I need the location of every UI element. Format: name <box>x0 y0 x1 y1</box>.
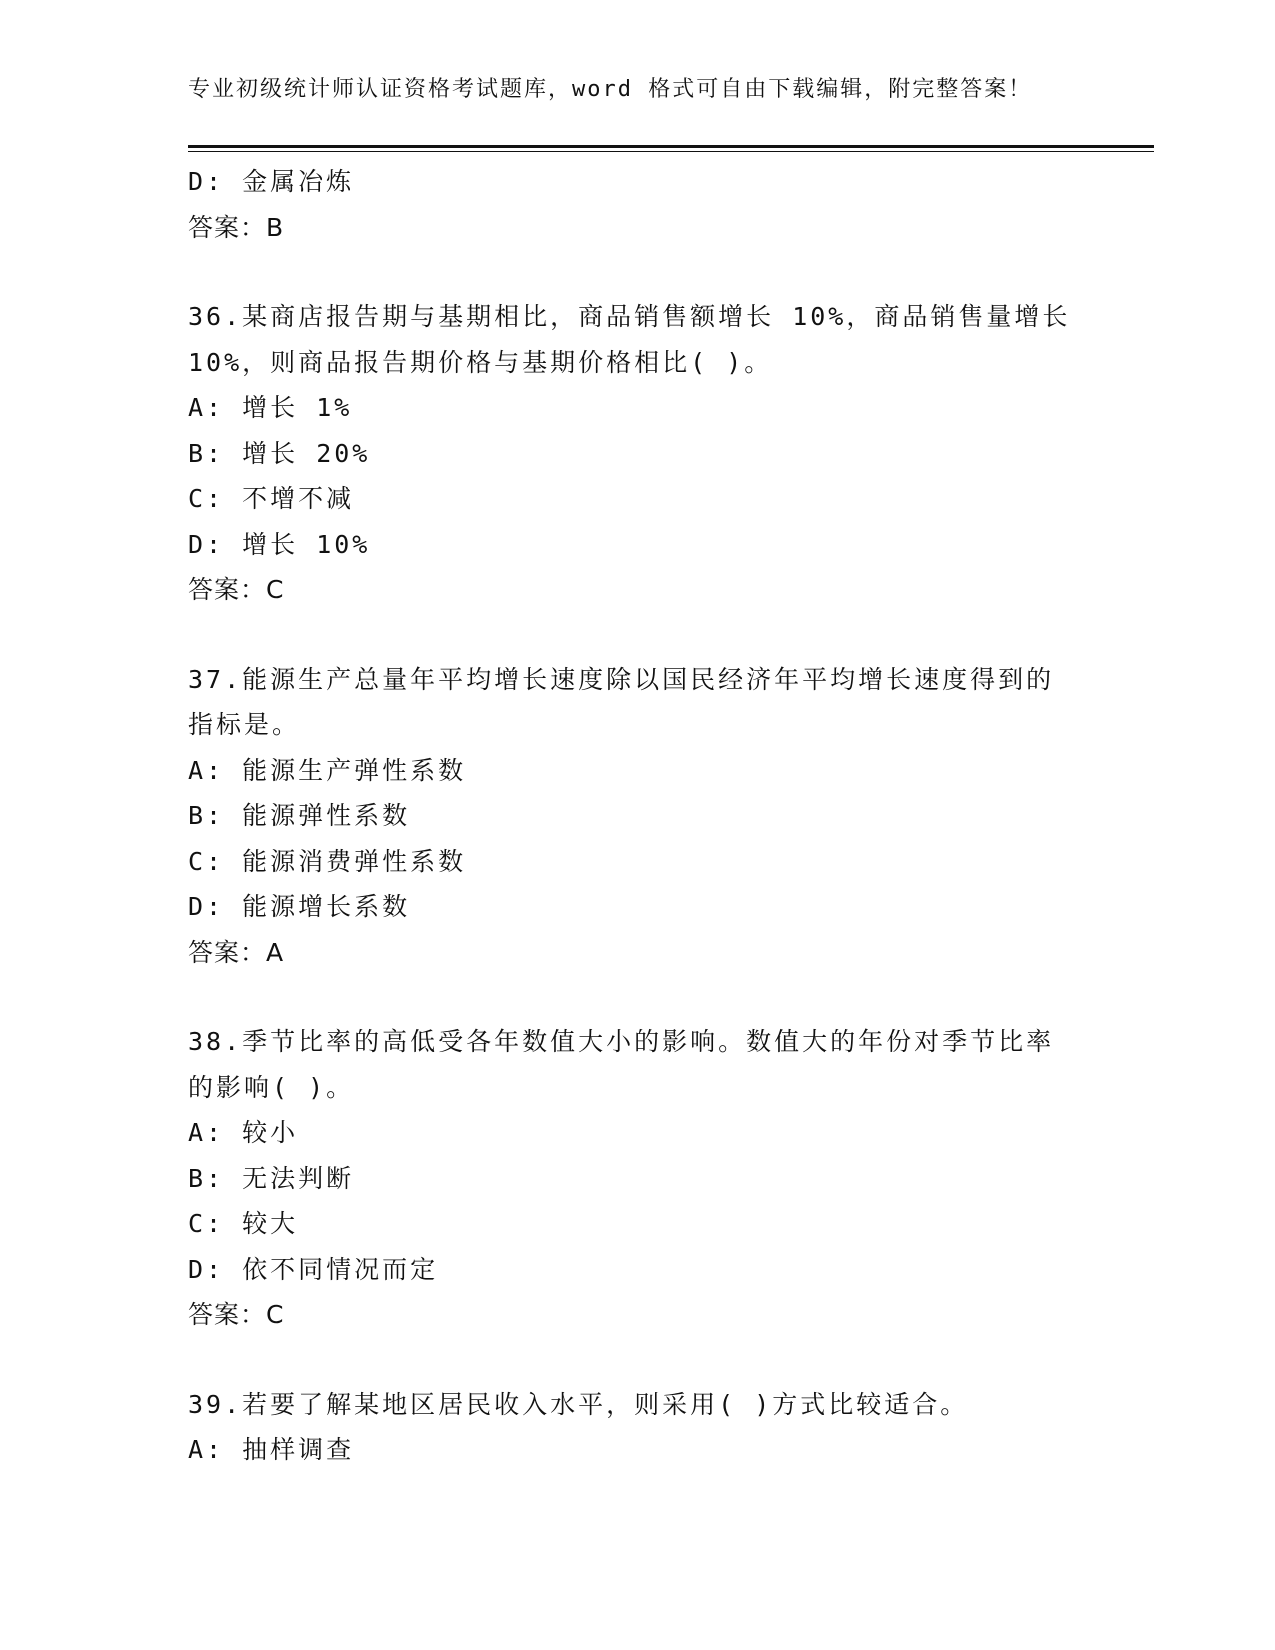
answer: 答案：A <box>188 937 285 967</box>
header-rule-thin <box>188 151 1154 152</box>
option-a: A: 能源生产弹性系数 <box>188 755 467 785</box>
question-stem: 39.若要了解某地区居民收入水平，则采用( )方式比较适合。 <box>188 1389 969 1419</box>
question-stem: 的影响( )。 <box>188 1072 355 1102</box>
option-b: B: 能源弹性系数 <box>188 801 411 830</box>
option-d: D: 能源增长系数 <box>188 892 411 921</box>
answer: 答案：B <box>188 212 285 242</box>
option-b: B: 无法判断 <box>188 1163 355 1193</box>
option-a: A: 抽样调查 <box>188 1435 355 1464</box>
option-a: A: 增长 1% <box>188 393 353 422</box>
question-38 <box>188 1019 1088 1338</box>
option-d: D: 增长 10% <box>188 529 371 559</box>
option-d: D: 依不同情况而定 <box>188 1254 439 1284</box>
question-stem: 指标是。 <box>188 710 301 739</box>
answer: 答案：C <box>188 575 285 604</box>
document-body <box>188 159 1088 1473</box>
option-c: C: 较大 <box>188 1209 299 1238</box>
question-stem: 38.季节比率的高低受各年数值大小的影响。数值大的年份对季节比率 <box>188 1027 1055 1056</box>
question-39 <box>188 1382 1088 1473</box>
question-36 <box>188 294 1088 613</box>
option-a: A: 较小 <box>188 1118 299 1147</box>
question-stem: 36.某商店报告期与基期相比，商品销售额增长 10%，商品销售量增长 <box>188 302 1071 331</box>
header-rule-thick <box>188 145 1154 148</box>
option-b: B: 增长 20% <box>188 438 371 468</box>
answer: 答案：C <box>188 1300 285 1329</box>
question-stem: 10%，则商品报告期价格与基期价格相比( )。 <box>188 347 773 377</box>
option-c: C: 不增不减 <box>188 484 355 513</box>
page-header: 专业初级统计师认证资格考试题库，word 格式可自由下载编辑，附完整答案！ <box>188 77 1033 102</box>
option-c: C: 能源消费弹性系数 <box>188 846 467 876</box>
question-stem: 37.能源生产总量年平均增长速度除以国民经济年平均增长速度得到的 <box>188 664 1055 694</box>
option-d: D: 金属冶炼 <box>188 167 355 196</box>
question-37 <box>188 657 1088 976</box>
